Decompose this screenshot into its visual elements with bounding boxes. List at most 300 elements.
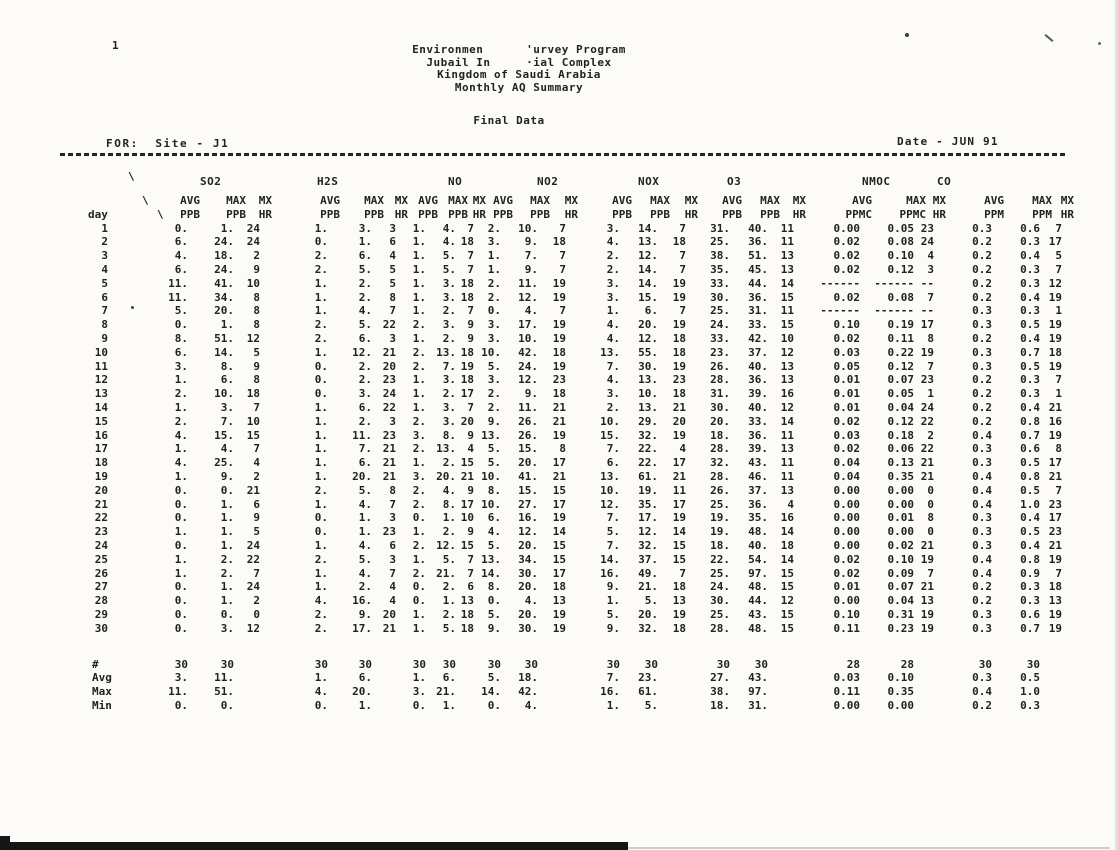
cell-no2-max: 27. bbox=[518, 497, 538, 511]
summary-nmoc-hr bbox=[916, 685, 936, 699]
day-cell: 6 bbox=[101, 290, 108, 304]
cell-no2-max: 12. bbox=[518, 290, 538, 304]
cell-h2s-avg: 1. bbox=[314, 442, 328, 456]
cell-no2-avg: 5. bbox=[487, 359, 501, 373]
unit-nmoc-avg: PPMC bbox=[845, 207, 872, 221]
summary-o3-avg: 30 bbox=[716, 657, 730, 671]
cell-h2s-avg: 0. bbox=[314, 511, 328, 525]
cell-h2s-avg: 2. bbox=[314, 331, 328, 345]
cell-co-max: 0.7 bbox=[1020, 621, 1040, 635]
cell-h2s-avg: 2. bbox=[314, 249, 328, 263]
summary-nox-avg: 7. bbox=[606, 671, 620, 685]
summary-o3-hr bbox=[770, 671, 796, 685]
cell-no-max: 3. bbox=[442, 276, 456, 290]
cell-nmoc-hr: 22 bbox=[920, 442, 934, 456]
cell-no-avg: 1. bbox=[412, 621, 426, 635]
cell-nox-hr: 19 bbox=[672, 511, 686, 525]
cell-o3-hr: 13 bbox=[780, 262, 794, 276]
cell-o3-avg: 30. bbox=[710, 594, 730, 608]
day-row bbox=[62, 304, 1064, 318]
cell-co-max: 0.4 bbox=[1020, 331, 1040, 345]
cell-o3-avg: 33. bbox=[710, 331, 730, 345]
cell-no-hr: 7 bbox=[467, 221, 474, 235]
cell-so2-avg: 0. bbox=[174, 221, 188, 235]
cell-co-avg: 0.3 bbox=[972, 221, 992, 235]
cell-h2s-hr: 23 bbox=[382, 525, 396, 539]
cell-co-avg: 0.2 bbox=[972, 387, 992, 401]
subheader-o3-hr: MX bbox=[792, 194, 806, 207]
cell-h2s-max: 4. bbox=[358, 538, 372, 552]
summary-co-max: 0.3 bbox=[1020, 698, 1040, 712]
cell-so2-avg: 2. bbox=[174, 387, 188, 401]
cell-nmoc-max: 0.09 bbox=[887, 566, 914, 580]
summary-so2-hr bbox=[236, 699, 262, 713]
cell-nox-max: 13. bbox=[638, 235, 658, 249]
cell-co-hr: 21 bbox=[1048, 400, 1062, 414]
unit-o3-hr: HR bbox=[792, 207, 806, 221]
summary-nmoc-hr bbox=[916, 699, 936, 713]
cell-so2-max: 1. bbox=[220, 318, 234, 332]
cell-h2s-avg: 1. bbox=[314, 538, 328, 552]
subheader-nmoc-max: MAX bbox=[906, 194, 926, 207]
cell-no-hr: 18 bbox=[460, 373, 474, 387]
cell-so2-hr: 7 bbox=[253, 400, 260, 414]
cell-co-max: 0.4 bbox=[1020, 249, 1040, 263]
cell-no-max: 2. bbox=[442, 456, 456, 470]
cell-h2s-hr: 21 bbox=[382, 621, 396, 635]
cell-nox-hr: 19 bbox=[672, 607, 686, 621]
summary-no2-avg: 5. bbox=[487, 671, 501, 685]
cell-so2-avg: 0. bbox=[174, 580, 188, 594]
summary-so2-max: 51. bbox=[214, 685, 234, 699]
cell-no2-avg: 6. bbox=[487, 511, 501, 525]
cell-nmoc-max: 0.05 bbox=[887, 221, 914, 235]
cell-nox-hr: 11 bbox=[672, 483, 686, 497]
cell-nox-max: 55. bbox=[638, 345, 658, 359]
cell-o3-max: 48. bbox=[748, 580, 768, 594]
unit-o3-avg: PPB bbox=[722, 207, 742, 221]
summary-o3-max: 97. bbox=[748, 685, 768, 699]
cell-nmoc-max: 0.00 bbox=[887, 483, 914, 497]
day-cell: 1 bbox=[101, 221, 108, 235]
cell-o3-avg: 31. bbox=[710, 387, 730, 401]
cell-nox-max: 37. bbox=[638, 552, 658, 566]
cell-co-avg: 0.4 bbox=[972, 552, 992, 566]
subheader-nox-max: MAX bbox=[650, 194, 670, 207]
cell-so2-max: 7. bbox=[220, 414, 234, 428]
cell-no2-max: 9. bbox=[524, 262, 538, 276]
cell-nox-avg: 12. bbox=[600, 497, 620, 511]
day-cell: 16 bbox=[94, 428, 108, 442]
cell-nox-max: 12. bbox=[638, 249, 658, 263]
cell-so2-avg: 0. bbox=[174, 318, 188, 332]
cell-co-hr: 19 bbox=[1048, 331, 1062, 345]
cell-no-max: 4. bbox=[442, 221, 456, 235]
summary-o3-hr bbox=[770, 658, 796, 672]
cell-no2-max: 30. bbox=[518, 566, 538, 580]
cell-nox-avg: 2. bbox=[606, 400, 620, 414]
day-row bbox=[62, 511, 1064, 525]
summary-no-hr bbox=[458, 658, 476, 672]
day-cell: 10 bbox=[94, 345, 108, 359]
cell-nmoc-avg: 0.01 bbox=[833, 387, 860, 401]
cell-no2-max: 16. bbox=[518, 511, 538, 525]
cell-o3-avg: 30. bbox=[710, 400, 730, 414]
cell-nmoc-max: ------ bbox=[874, 304, 914, 318]
cell-nmoc-max: 0.02 bbox=[887, 538, 914, 552]
cell-no-hr: 4 bbox=[467, 442, 474, 456]
unit-no2-max: PPB bbox=[530, 207, 550, 221]
cell-nox-max: 61. bbox=[638, 469, 658, 483]
cell-nox-avg: 3. bbox=[606, 276, 620, 290]
cell-o3-max: 37. bbox=[748, 345, 768, 359]
subheader-o3-avg: AVG bbox=[722, 194, 742, 207]
cell-so2-hr: 12 bbox=[246, 331, 260, 345]
cell-o3-avg: 19. bbox=[710, 525, 730, 539]
cell-no-hr: 21 bbox=[460, 469, 474, 483]
subheader-nox-hr: MX bbox=[684, 194, 698, 207]
cell-no2-hr: 15 bbox=[552, 483, 566, 497]
cell-nmoc-hr: 24 bbox=[920, 400, 934, 414]
summary-h2s-max: 6. bbox=[358, 671, 372, 685]
cell-no-avg: 1. bbox=[412, 456, 426, 470]
subheader-nmoc-hr: MX bbox=[932, 194, 946, 207]
cell-nox-max: 14. bbox=[638, 276, 658, 290]
cell-o3-max: 40. bbox=[748, 538, 768, 552]
cell-nox-hr: 18 bbox=[672, 331, 686, 345]
cell-no2-hr: 15 bbox=[552, 552, 566, 566]
cell-so2-hr: 10 bbox=[246, 414, 260, 428]
cell-o3-avg: 25. bbox=[710, 304, 730, 318]
day-row bbox=[62, 567, 1064, 581]
cell-so2-hr: 21 bbox=[246, 483, 260, 497]
cell-no-avg: 1. bbox=[412, 552, 426, 566]
summary-no-hr bbox=[458, 699, 476, 713]
cell-no2-max: 4. bbox=[524, 594, 538, 608]
cell-nox-hr: 19 bbox=[672, 318, 686, 332]
cell-no-avg: 1. bbox=[412, 387, 426, 401]
scan-artifact-bottom-bar bbox=[0, 842, 628, 850]
cell-h2s-hr: 5 bbox=[389, 276, 396, 290]
day-cell: 19 bbox=[94, 469, 108, 483]
cell-no-hr: 19 bbox=[460, 359, 474, 373]
cell-o3-max: 46. bbox=[748, 469, 768, 483]
cell-o3-max: 36. bbox=[748, 428, 768, 442]
cell-so2-max: 20. bbox=[214, 304, 234, 318]
cell-h2s-hr: 8 bbox=[389, 290, 396, 304]
cell-nmoc-max: 0.04 bbox=[887, 400, 914, 414]
summary-so2-avg: 11. bbox=[168, 685, 188, 699]
subheader-co-hr: MX bbox=[1060, 194, 1074, 207]
subheader-so2-hr: MX bbox=[258, 194, 272, 207]
subheader-no2-max: MAX bbox=[530, 194, 550, 207]
cell-so2-avg: 0. bbox=[174, 511, 188, 525]
cell-no-hr: 18 bbox=[460, 290, 474, 304]
summary-no2-avg: 0. bbox=[487, 698, 501, 712]
cell-nmoc-hr: 21 bbox=[920, 469, 934, 483]
cell-h2s-max: 3. bbox=[358, 387, 372, 401]
cell-so2-hr: 5 bbox=[253, 345, 260, 359]
cell-nmoc-max: 0.05 bbox=[887, 387, 914, 401]
cell-h2s-avg: 0. bbox=[314, 525, 328, 539]
day-cell: 14 bbox=[94, 400, 108, 414]
day-row bbox=[62, 622, 1064, 636]
cell-h2s-max: 4. bbox=[358, 497, 372, 511]
cell-co-hr: 17 bbox=[1048, 456, 1062, 470]
cell-no2-hr: 21 bbox=[552, 414, 566, 428]
cell-nmoc-max: 0.08 bbox=[887, 290, 914, 304]
cell-so2-max: 3. bbox=[220, 400, 234, 414]
summary-nox-max: 30 bbox=[644, 657, 658, 671]
cell-o3-max: 40. bbox=[748, 221, 768, 235]
cell-o3-hr: 11 bbox=[780, 456, 794, 470]
cell-nox-avg: 3. bbox=[606, 290, 620, 304]
summary-nox-max: 23. bbox=[638, 671, 658, 685]
subheader-so2-avg: AVG bbox=[180, 194, 200, 207]
summary-no-avg: 1. bbox=[412, 671, 426, 685]
summary-o3-avg: 38. bbox=[710, 685, 730, 699]
report-title-block bbox=[0, 44, 1038, 94]
cell-so2-hr: 24 bbox=[246, 538, 260, 552]
cell-h2s-max: 5. bbox=[358, 552, 372, 566]
cell-o3-hr: 15 bbox=[780, 318, 794, 332]
cell-co-avg: 0.2 bbox=[972, 400, 992, 414]
cell-co-max: 0.4 bbox=[1020, 511, 1040, 525]
cell-nox-max: 19. bbox=[638, 483, 658, 497]
cell-o3-hr: 13 bbox=[780, 483, 794, 497]
summary-label: Max bbox=[92, 685, 112, 699]
cell-co-avg: 0.2 bbox=[972, 414, 992, 428]
cell-co-hr: 19 bbox=[1048, 428, 1062, 442]
summary-no-hr bbox=[458, 671, 476, 685]
cell-co-avg: 0.3 bbox=[972, 318, 992, 332]
summary-nmoc-avg: 28 bbox=[846, 657, 860, 671]
cell-h2s-max: 16. bbox=[352, 594, 372, 608]
summary-row bbox=[62, 699, 1064, 713]
day-row bbox=[62, 553, 1064, 567]
cell-so2-hr: 8 bbox=[253, 318, 260, 332]
summary-h2s-max: 30 bbox=[358, 657, 372, 671]
summary-co-hr bbox=[1042, 699, 1064, 713]
cell-nmoc-avg: 0.02 bbox=[833, 262, 860, 276]
cell-no-max: 7. bbox=[442, 359, 456, 373]
cell-co-hr: 7 bbox=[1055, 221, 1062, 235]
cell-nox-max: 35. bbox=[638, 497, 658, 511]
cell-nox-max: 32. bbox=[638, 538, 658, 552]
subheader-nmoc-avg: AVG bbox=[852, 194, 872, 207]
cell-co-max: 0.4 bbox=[1020, 290, 1040, 304]
cell-so2-hr: 15 bbox=[246, 428, 260, 442]
cell-so2-avg: 6. bbox=[174, 235, 188, 249]
scan-artifact-bottom-nub bbox=[0, 836, 10, 850]
cell-no-avg: 0. bbox=[412, 580, 426, 594]
cell-nox-avg: 5. bbox=[606, 607, 620, 621]
cell-co-max: 0.5 bbox=[1020, 456, 1040, 470]
summary-o3-avg: 18. bbox=[710, 698, 730, 712]
cell-nox-max: 29. bbox=[638, 414, 658, 428]
cell-no2-avg: 13. bbox=[481, 552, 501, 566]
cell-nox-hr: 19 bbox=[672, 276, 686, 290]
cell-co-avg: 0.2 bbox=[972, 580, 992, 594]
cell-h2s-hr: 5 bbox=[389, 262, 396, 276]
cell-h2s-avg: 1. bbox=[314, 580, 328, 594]
summary-no2-hr bbox=[540, 671, 568, 685]
cell-no-avg: 1. bbox=[412, 607, 426, 621]
cell-nmoc-avg: 0.01 bbox=[833, 373, 860, 387]
cell-o3-max: 37. bbox=[748, 483, 768, 497]
cell-no-hr: 7 bbox=[467, 262, 474, 276]
cell-no2-avg: 0. bbox=[487, 594, 501, 608]
cell-o3-avg: 18. bbox=[710, 428, 730, 442]
cell-co-hr: 12 bbox=[1048, 276, 1062, 290]
cell-o3-hr: 15 bbox=[780, 607, 794, 621]
cell-so2-max: 4. bbox=[220, 442, 234, 456]
cell-no-max: 1. bbox=[442, 511, 456, 525]
cell-no-max: 5. bbox=[442, 249, 456, 263]
cell-nox-avg: 1. bbox=[606, 304, 620, 318]
cell-o3-max: 36. bbox=[748, 290, 768, 304]
cell-no2-avg: 14. bbox=[481, 566, 501, 580]
cell-no2-hr: 19 bbox=[552, 331, 566, 345]
day-row bbox=[62, 387, 1064, 401]
cell-no2-max: 26. bbox=[518, 414, 538, 428]
cell-nox-max: 32. bbox=[638, 621, 658, 635]
summary-so2-hr bbox=[236, 685, 262, 699]
cell-co-avg: 0.2 bbox=[972, 235, 992, 249]
cell-nmoc-hr: 7 bbox=[927, 566, 934, 580]
cell-so2-hr: 18 bbox=[246, 387, 260, 401]
subheader-h2s-max: MAX bbox=[364, 194, 384, 207]
summary-label: Min bbox=[92, 698, 112, 712]
cell-o3-max: 36. bbox=[748, 235, 768, 249]
summary-nmoc-max: 0.35 bbox=[887, 685, 914, 699]
cell-h2s-hr: 7 bbox=[389, 566, 396, 580]
cell-nmoc-max: 0.12 bbox=[887, 359, 914, 373]
unit-h2s-avg: PPB bbox=[320, 207, 340, 221]
day-row bbox=[62, 235, 1064, 249]
cell-no2-hr: 19 bbox=[552, 428, 566, 442]
unit-nmoc-max: PPMC bbox=[899, 207, 926, 221]
cell-h2s-hr: 7 bbox=[389, 497, 396, 511]
cell-so2-avg: 0. bbox=[174, 607, 188, 621]
cell-no-avg: 3. bbox=[412, 469, 426, 483]
cell-nmoc-hr: 19 bbox=[920, 345, 934, 359]
summary-co-max: 0.5 bbox=[1020, 671, 1040, 685]
cell-co-max: 0.6 bbox=[1020, 221, 1040, 235]
cell-so2-hr: 22 bbox=[246, 552, 260, 566]
cell-co-avg: 0.3 bbox=[972, 442, 992, 456]
day-cell: 9 bbox=[101, 331, 108, 345]
cell-so2-avg: 1. bbox=[174, 469, 188, 483]
cell-h2s-avg: 1. bbox=[314, 400, 328, 414]
scan-artifact-speck bbox=[1098, 42, 1101, 45]
cell-o3-avg: 22. bbox=[710, 552, 730, 566]
cell-h2s-max: 5. bbox=[358, 318, 372, 332]
day-cell: 28 bbox=[94, 594, 108, 608]
cell-co-avg: 0.4 bbox=[972, 483, 992, 497]
day-cell: 11 bbox=[94, 359, 108, 373]
cell-nmoc-max: 0.19 bbox=[887, 318, 914, 332]
cell-nox-hr: 17 bbox=[672, 456, 686, 470]
summary-h2s-max: 1. bbox=[358, 698, 372, 712]
cell-co-hr: 7 bbox=[1055, 483, 1062, 497]
cell-so2-max: 25. bbox=[214, 456, 234, 470]
cell-o3-avg: 28. bbox=[710, 469, 730, 483]
cell-so2-avg: 1. bbox=[174, 552, 188, 566]
summary-no2-hr bbox=[540, 685, 568, 699]
cell-nox-hr: 15 bbox=[672, 552, 686, 566]
title-line-country: Kingdom of Saudi Arabia bbox=[437, 68, 601, 82]
cell-no2-max: 26. bbox=[518, 428, 538, 442]
cell-co-hr: 16 bbox=[1048, 414, 1062, 428]
cell-co-avg: 0.4 bbox=[972, 566, 992, 580]
cell-h2s-avg: 0. bbox=[314, 359, 328, 373]
cell-h2s-avg: 0. bbox=[314, 235, 328, 249]
cell-co-avg: 0.2 bbox=[972, 276, 992, 290]
cell-nox-avg: 1. bbox=[606, 594, 620, 608]
cell-h2s-avg: 1. bbox=[314, 469, 328, 483]
cell-nmoc-avg: 0.00 bbox=[833, 221, 860, 235]
cell-so2-hr: 2 bbox=[253, 594, 260, 608]
cell-o3-hr: 14 bbox=[780, 552, 794, 566]
cell-nmoc-max: 0.22 bbox=[887, 345, 914, 359]
summary-nox-max: 61. bbox=[638, 685, 658, 699]
day-row bbox=[62, 484, 1064, 498]
cell-nmoc-avg: 0.02 bbox=[833, 331, 860, 345]
summary-no2-hr bbox=[540, 699, 568, 713]
cell-h2s-avg: 2. bbox=[314, 262, 328, 276]
cell-no-avg: 3. bbox=[412, 428, 426, 442]
cell-o3-max: 44. bbox=[748, 594, 768, 608]
cell-h2s-max: 4. bbox=[358, 304, 372, 318]
cell-co-hr: 7 bbox=[1055, 262, 1062, 276]
cell-so2-avg: 1. bbox=[174, 400, 188, 414]
cell-nmoc-hr: 23 bbox=[920, 373, 934, 387]
cell-co-avg: 0.2 bbox=[972, 290, 992, 304]
table-group-header-row bbox=[62, 170, 1064, 194]
cell-nmoc-avg: 0.00 bbox=[833, 497, 860, 511]
cell-co-max: 0.4 bbox=[1020, 538, 1040, 552]
cell-no2-hr: 21 bbox=[552, 400, 566, 414]
cell-co-max: 0.3 bbox=[1020, 373, 1040, 387]
cell-nox-hr: 4 bbox=[679, 442, 686, 456]
cell-no2-max: 15. bbox=[518, 483, 538, 497]
cell-no-hr: 18 bbox=[460, 621, 474, 635]
day-cell: 15 bbox=[94, 414, 108, 428]
cell-h2s-max: 6. bbox=[358, 331, 372, 345]
day-row bbox=[62, 332, 1064, 346]
summary-no-max: 6. bbox=[442, 671, 456, 685]
cell-no-hr: 9 bbox=[467, 331, 474, 345]
cell-nox-max: 20. bbox=[638, 318, 658, 332]
cell-no2-avg: 3. bbox=[487, 373, 501, 387]
cell-co-max: 0.6 bbox=[1020, 607, 1040, 621]
cell-o3-hr: 11 bbox=[780, 235, 794, 249]
cell-so2-hr: 9 bbox=[253, 262, 260, 276]
cell-o3-avg: 24. bbox=[710, 318, 730, 332]
cell-no-max: 20. bbox=[436, 469, 456, 483]
cell-co-max: 0.3 bbox=[1020, 387, 1040, 401]
cell-so2-max: 3. bbox=[220, 621, 234, 635]
cell-o3-avg: 25. bbox=[710, 566, 730, 580]
cell-nox-hr: 13 bbox=[672, 594, 686, 608]
cell-nmoc-avg: 0.04 bbox=[833, 469, 860, 483]
cell-h2s-max: 2. bbox=[358, 580, 372, 594]
cell-h2s-hr: 3 bbox=[389, 511, 396, 525]
cell-co-hr: 19 bbox=[1048, 621, 1062, 635]
cell-no-max: 2. bbox=[442, 525, 456, 539]
cell-nox-avg: 9. bbox=[606, 621, 620, 635]
